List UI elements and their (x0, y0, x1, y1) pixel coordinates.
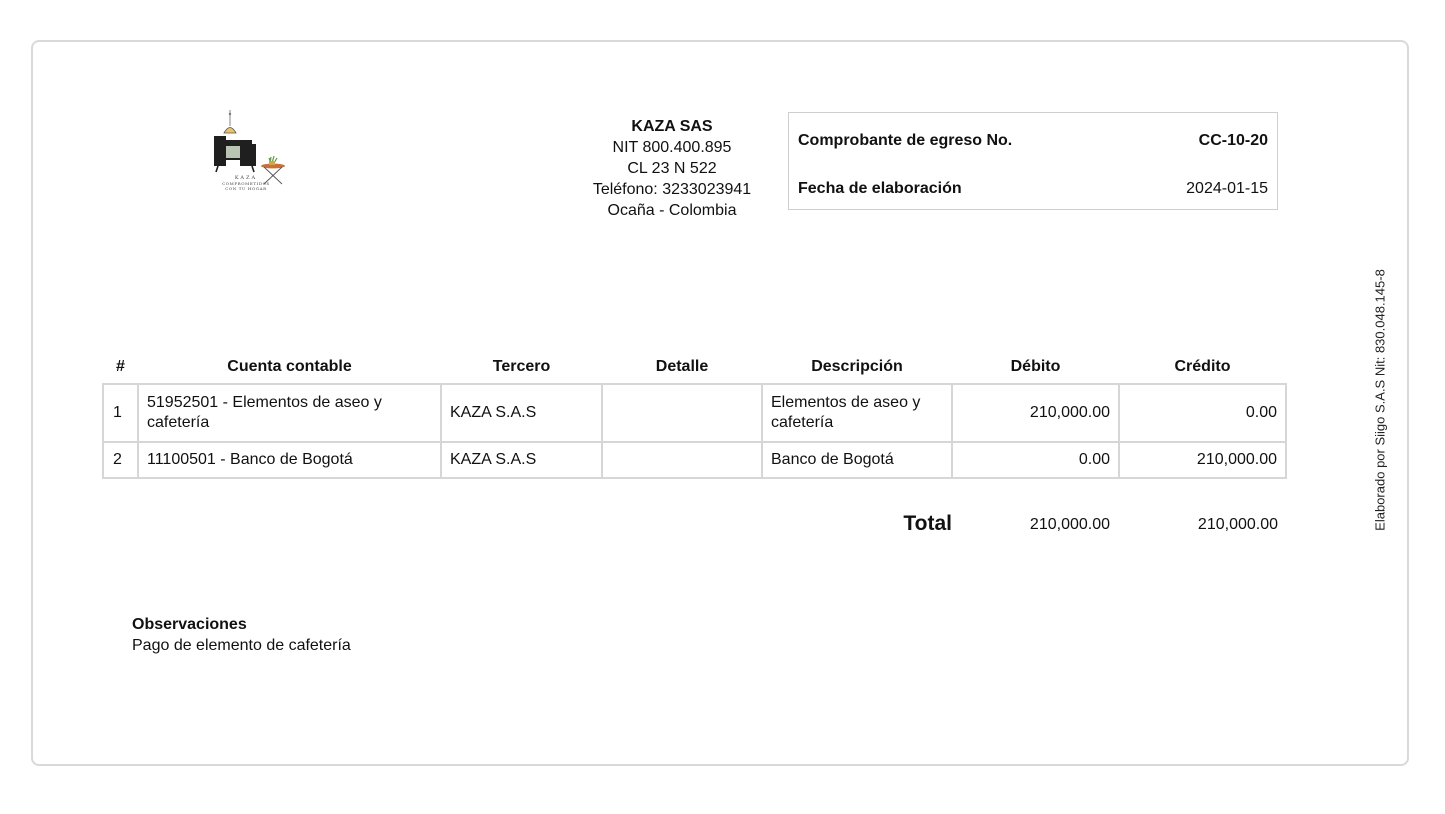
row-description: Banco de Bogotá (762, 442, 952, 478)
column-header-debit: Débito (1010, 357, 1061, 375)
voucher-date: 2024-01-15 (1186, 180, 1268, 198)
column-header-detail: Detalle (655, 357, 709, 375)
voucher-date-label: Fecha de elaboración (798, 180, 962, 198)
row-index: 2 (103, 442, 138, 478)
total-debit: 210,000.00 (1029, 516, 1110, 533)
row-description: Elementos de aseo y cafetería (762, 384, 952, 442)
company-nit: NIT 800.400.895 (612, 139, 732, 156)
column-header-credit: Crédito (1174, 357, 1231, 375)
generated-by-note: Elaborado por Siigo S.A.S Nit: 830.048.145-8 (1372, 269, 1388, 531)
row-index: 1 (103, 384, 138, 442)
logo-name: KAZA (234, 175, 258, 181)
total-credit: 210,000.00 (1197, 516, 1278, 533)
row-account: 11100501 - Banco de Bogotá (138, 442, 441, 478)
table-row (103, 384, 1286, 442)
row-account: 51952501 - Elementos de aseo y cafetería (138, 384, 441, 442)
table-header-row (103, 350, 1286, 384)
column-header-description: Descripción (811, 357, 903, 375)
observations-title: Observaciones (132, 616, 247, 633)
column-header-account: Cuenta contable (227, 357, 352, 375)
column-header-index: # (116, 357, 125, 375)
voucher-number: CC-10-20 (1198, 132, 1268, 150)
logo-tagline-2: CON TU HOGAR (225, 186, 267, 191)
column-header-third-party: Tercero (492, 357, 551, 375)
company-address: CL 23 N 522 (627, 160, 717, 177)
logo-caption (203, 176, 289, 191)
total-label: Total (903, 512, 952, 535)
row-third-party: KAZA S.A.S (441, 384, 602, 442)
company-city: Ocaña - Colombia (607, 202, 737, 219)
logo-tagline: COMPROMETIDOS (222, 181, 270, 186)
company-phone: Teléfono: 3233023941 (592, 181, 752, 198)
row-debit: 210,000.00 (952, 384, 1119, 442)
row-detail (602, 384, 762, 442)
company-info (572, 116, 772, 221)
row-detail (602, 442, 762, 478)
voucher-info (788, 112, 1278, 210)
observations-text: Pago de elemento de cafetería (132, 637, 351, 654)
row-credit: 210,000.00 (1119, 442, 1286, 478)
row-third-party: KAZA S.A.S (441, 442, 602, 478)
table-row (103, 442, 1286, 478)
accounting-table (102, 350, 1287, 479)
row-debit: 0.00 (952, 442, 1119, 478)
company-name: KAZA SAS (631, 118, 713, 135)
voucher-number-label: Comprobante de egreso No. (798, 132, 1013, 150)
row-credit: 0.00 (1119, 384, 1286, 442)
